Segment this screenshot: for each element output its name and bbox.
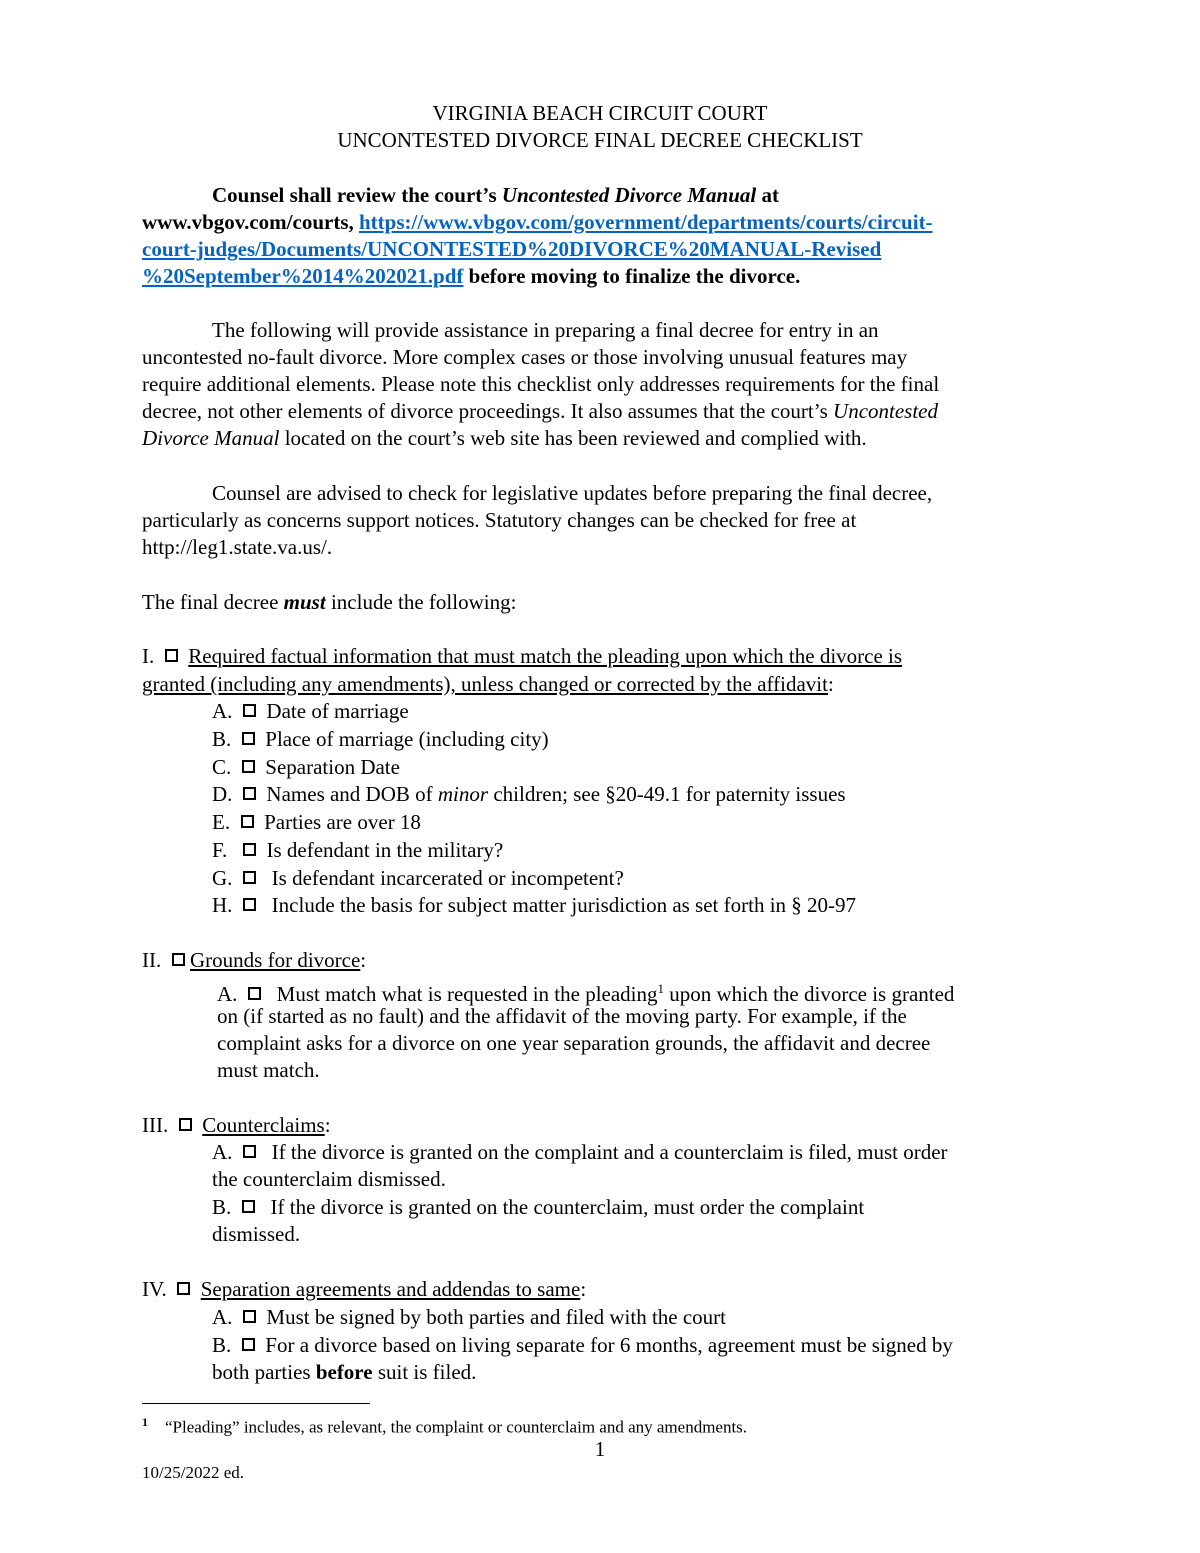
advice-line-1: Counsel are advised to check for legislative updates before preparing the final decree,: [212, 481, 933, 505]
checkbox-icon[interactable]: [243, 1310, 256, 1323]
review-line-4: %20September%2014%202021.pdf before moving to finalize the divorce.: [142, 264, 801, 288]
advice-line-2: particularly as concerns support notices. Statutory changes can be checked for free at: [142, 508, 857, 532]
manual-link[interactable]: https://www.vbgov.com/government/departments/courts/circuit-: [359, 210, 933, 234]
page-number: 1: [594, 1437, 606, 1461]
intro-line-1: The following will provide assistance in preparing a final decree for entry in an: [212, 318, 879, 342]
section-3-item-a: A. If the divorce is granted on the complaint and a counterclaim is filed, must order: [212, 1140, 948, 1164]
section-3-item-b-line-2: dismissed.: [212, 1222, 301, 1246]
checkbox-icon[interactable]: [241, 815, 254, 828]
section-2-item-a-line-2: on (if started as no fault) and the affidavit of the moving party. For example, if the: [217, 1004, 907, 1028]
advice-line-3: http://leg1.state.va.us/.: [142, 535, 333, 559]
checkbox-icon[interactable]: [242, 732, 255, 745]
intro-line-4: decree, not other elements of divorce proceedings. It also assumes that the court’s Uncontested: [142, 399, 939, 423]
must-include-line: The final decree must include the following:: [142, 590, 517, 614]
footnote-separator: [142, 1403, 370, 1404]
section-3-item-a-line-2: the counterclaim dismissed.: [212, 1167, 446, 1191]
checkbox-icon[interactable]: [248, 987, 261, 1000]
section-4-item-a: A. Must be signed by both parties and filed with the court: [212, 1305, 727, 1329]
footnote: $^1$ “Pleading” includes, as relevant, the complaint or counterclaim and any amendments.: [142, 1415, 748, 1437]
section-1-item-e: E. Parties are over 18: [212, 810, 421, 834]
checkbox-icon[interactable]: [243, 871, 256, 884]
checkbox-icon[interactable]: [242, 1200, 255, 1213]
manual-link-cont[interactable]: court-judges/Documents/UNCONTESTED%20DIVORCE%20MANUAL-Revised: [142, 237, 882, 261]
checkbox-icon[interactable]: [179, 1118, 192, 1131]
court-name: VIRGINIA BEACH CIRCUIT COURT: [432, 101, 768, 125]
checkbox-icon[interactable]: [243, 704, 256, 717]
manual-link-end[interactable]: %20September%2014%202021.pdf: [142, 264, 464, 288]
intro-line-5: Divorce Manual located on the court’s web site has been reviewed and complied with.: [142, 426, 867, 450]
intro-line-2: uncontested no-fault divorce. More complex cases or those involving unusual features may: [142, 345, 908, 369]
section-4-item-b: B. For a divorce based on living separate for 6 months, agreement must be signed by: [212, 1333, 953, 1357]
section-3-item-b: B. If the divorce is granted on the counterclaim, must order the complaint: [212, 1195, 865, 1219]
checkbox-icon[interactable]: [177, 1282, 190, 1295]
section-1-item-a: A. Date of marriage: [212, 699, 409, 723]
review-line-3: [142, 236, 881, 263]
checkbox-icon[interactable]: [242, 1338, 255, 1351]
section-1-heading-cont: granted (including any amendments), unless changed or corrected by the affidavit:: [142, 672, 834, 696]
section-2-item-a-line-3: complaint asks for a divorce on one year separation grounds, the affidavit and decree: [217, 1031, 931, 1055]
checkbox-icon[interactable]: [243, 898, 256, 911]
section-2-item-a-line-4: must match.: [217, 1058, 320, 1082]
checkbox-icon[interactable]: [243, 843, 256, 856]
section-1-item-h: H. Include the basis for subject matter jurisdiction as set forth in § 20-97: [212, 893, 857, 917]
checkbox-icon[interactable]: [172, 953, 185, 966]
checkbox-icon[interactable]: [243, 1145, 256, 1158]
section-1-item-d: D. Names and DOB of minor children; see §20-49.1 for paternity issues: [212, 782, 846, 806]
review-line-1: Counsel shall review the court’s Uncontested Divorce Manual at: [212, 183, 779, 207]
edition-date: 10/25/2022 ed.: [142, 1463, 244, 1482]
page-title: UNCONTESTED DIVORCE FINAL DECREE CHECKLIST: [337, 128, 863, 152]
section-4-heading: IV. Separation agreements and addendas to same:: [142, 1277, 587, 1301]
section-1-item-b: B. Place of marriage (including city): [212, 727, 549, 751]
section-3-heading: III. Counterclaims:: [142, 1113, 331, 1137]
section-2-item-a: A. Must match what is requested in the pleading$^1$ upon which the divorce is granted: [217, 981, 955, 1006]
section-4-item-b-line-2: both parties before suit is filed.: [212, 1360, 477, 1384]
section-2-heading: II. Grounds for divorce:: [142, 948, 367, 972]
section-1-item-f: F. Is defendant in the military?: [212, 838, 504, 862]
checkbox-icon[interactable]: [242, 760, 255, 773]
checkbox-icon[interactable]: [165, 649, 178, 662]
checkbox-icon[interactable]: [243, 787, 256, 800]
section-1-item-g: G. Is defendant incarcerated or incompetent?: [212, 866, 624, 890]
intro-line-3: require additional elements. Please note this checklist only addresses requirements for the final: [142, 372, 940, 396]
section-1-item-c: C. Separation Date: [212, 755, 400, 779]
section-1-heading: I. Required factual information that must match the pleading upon which the divorce is: [142, 644, 903, 668]
review-line-2: www.vbgov.com/courts, https://www.vbgov.com/government/departments/courts/circuit-: [142, 210, 933, 234]
